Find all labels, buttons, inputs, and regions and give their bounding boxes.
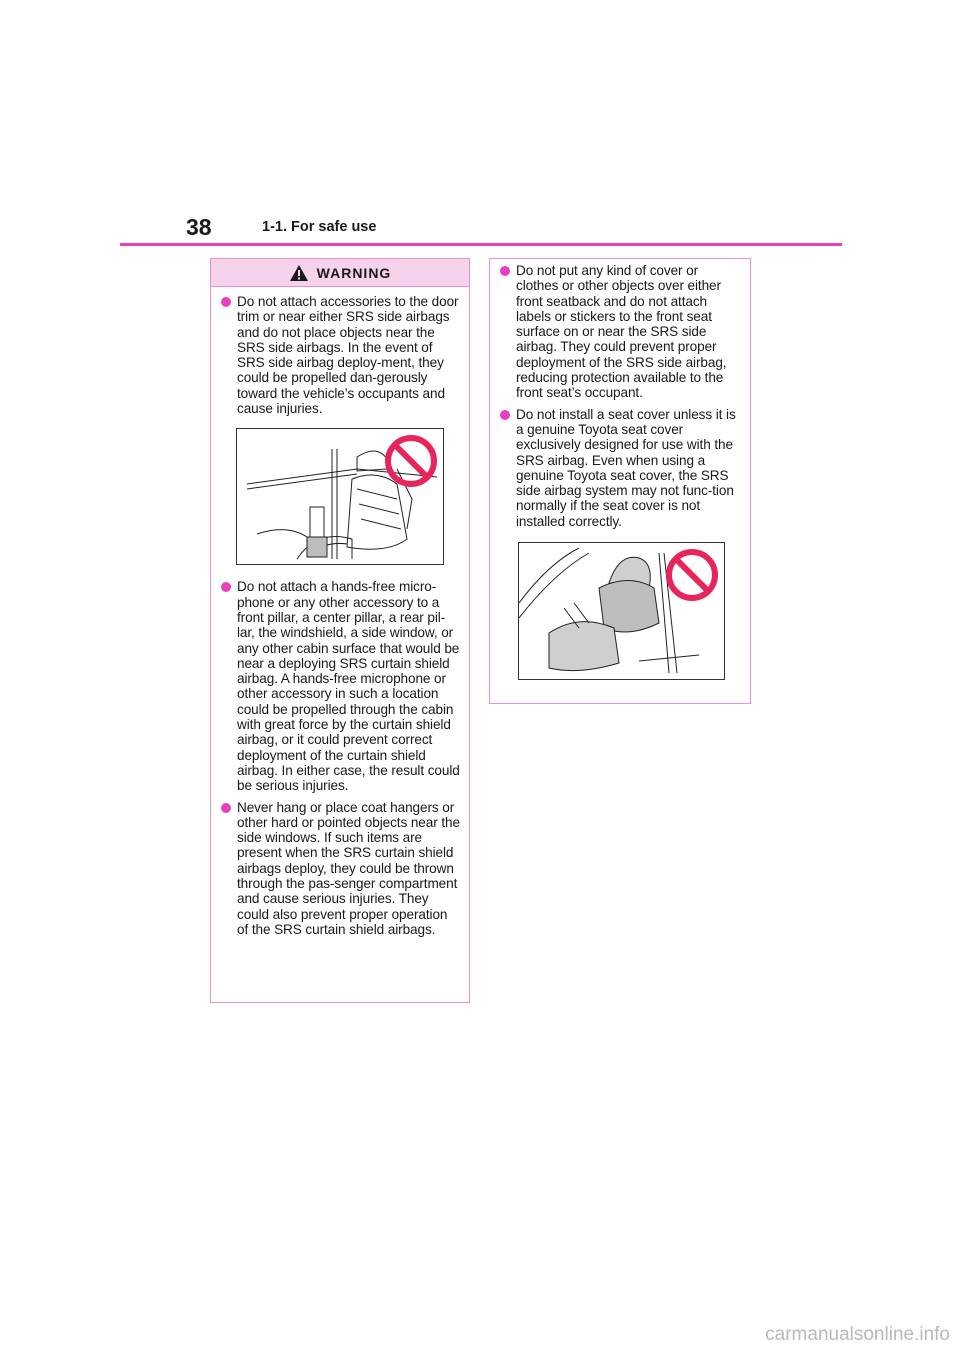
warning-header bbox=[211, 259, 469, 287]
figure-seat-side-accessory bbox=[236, 428, 444, 565]
bullet-icon bbox=[221, 582, 231, 592]
warning-box-right bbox=[489, 258, 751, 704]
bullet-icon bbox=[221, 297, 231, 307]
watermark: carmanualsonline.info bbox=[765, 1324, 950, 1345]
warning-label: WARNING bbox=[316, 264, 392, 281]
bullet-icon bbox=[221, 803, 231, 813]
warning-item bbox=[498, 263, 742, 401]
warning-triangle-icon bbox=[289, 264, 309, 282]
warning-item-text: Do not put any kind of cover or clothes or other objects over either front seatback and do not attach labels or stickers to the front seat surface on or near the SRS side airbag. They could prevent proper deployment of the SRS side airbag, reducing protection available to the front seat’s occupant. bbox=[516, 263, 727, 401]
warning-item bbox=[219, 294, 461, 416]
prohibited-icon bbox=[664, 547, 720, 603]
warning-item-text: Do not attach a hands-free micro-phone or any other accessory to a front pillar, a center pillar, a rear pil-lar, the windshield, a side window, or any other cabin surface that would be near a deploying SRS curtain shield airbag. A hands-free microphone or other accessory in such a location could be propelled through the cabin with great force by the curtain shield airbag, or it could prevent correct deployment of the curtain shield airbag. In either case, the result could be serious injuries. bbox=[237, 579, 460, 794]
warning-box-left bbox=[210, 258, 470, 1003]
header-rule bbox=[120, 243, 842, 246]
warning-item bbox=[219, 579, 461, 793]
bullet-icon bbox=[500, 266, 510, 276]
figure-seat-cover bbox=[518, 542, 725, 680]
prohibited-icon bbox=[383, 433, 439, 489]
warning-item-text: Do not attach accessories to the door trim or near either SRS side airbags and do not place objects near the SRS side airbags. In the event of SRS side airbag deploy-ment, they could be propelled dan-gerously toward the vehicle’s occupants and cause injuries. bbox=[237, 294, 459, 417]
warning-item-text: Do not install a seat cover unless it is a genuine Toyota seat cover exclusively designed for use with the SRS airbag. Even when using a genuine Toyota seat cover, the SRS side airbag system may not func-tion normally if the seat cover is not installed correctly. bbox=[516, 406, 736, 529]
warning-item-text: Never hang or place coat hangers or other hard or pointed objects near the side windows. If such items are present when the SRS curtain shield airbags deploy, they could be thrown through the pas-senger compartment and cause serious injuries. They could also prevent proper operation of the SRS curtain shield airbags. bbox=[237, 799, 460, 937]
bullet-icon bbox=[500, 410, 510, 420]
page-number: 38 bbox=[186, 214, 212, 240]
warning-item bbox=[498, 407, 742, 529]
warning-item bbox=[219, 800, 461, 938]
section-title: 1-1. For safe use bbox=[262, 219, 377, 235]
